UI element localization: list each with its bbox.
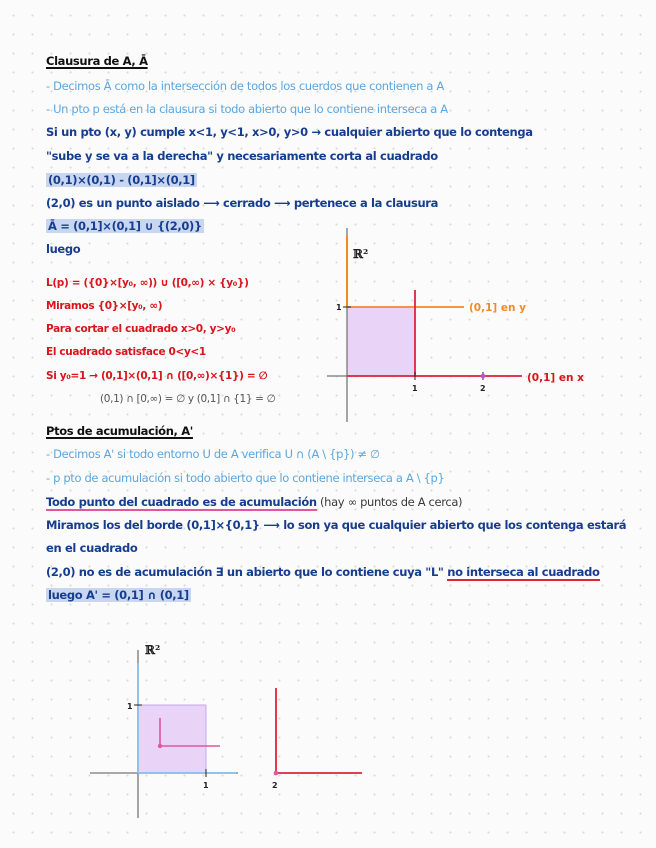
highlighted-expression: (0,1)×(0,1) - (0,1]×(0,1] [48, 173, 195, 187]
isolated-point-2 [274, 771, 279, 776]
isolated-point [481, 374, 486, 379]
note-line-4: "sube y se va a la derecha" y necesariamente corta al cuadrado [46, 149, 438, 163]
accumulation-square [138, 705, 206, 773]
no-intersection-note: no interseca al cuadrado [447, 565, 600, 579]
acum-definition-1: - Decimos A' si todo entorno U de A verifica U ∩ (A \ {p}) ≠ ∅ [46, 447, 380, 461]
r2-label-2: ℝ² [145, 643, 161, 657]
red-line-1: L(p) = ({0}×[y₀, ∞)) ∪ ([0,∞) × {y₀}) [46, 277, 249, 289]
y-interval-label: (0,1] en y [469, 302, 526, 314]
isolated-point-note: (2,0) no es de acumulación ∃ un abierto que lo contiene cuya "L" [46, 565, 448, 579]
acum-line-5: en el cuadrado [46, 541, 138, 555]
red-line-3: Para cortar el cuadrado x>0, y>y₀ [46, 323, 236, 335]
acum-line-7 [46, 587, 191, 603]
definition-line-2: - Un pto p está en la clausura si todo abierto que lo contiene interseca a A [46, 102, 448, 116]
note-line-6: (2,0) es un punto aislado ⟶ cerrado ⟶ pertenece a la clausura [46, 196, 439, 210]
sample-point [158, 744, 162, 748]
x-tick-label-1: 1 [412, 384, 418, 393]
note-line-3: Si un pto (x, y) cumple x<1, y<1, x>0, y>0 → cualquier abierto que lo contenga [46, 125, 533, 139]
r2-label: ℝ² [353, 247, 369, 261]
closure-result: Ā = (0,1]×(0,1] ∪ {(2,0)} [48, 219, 202, 233]
section-title-clausura: Clausura de A, Ā [46, 54, 148, 68]
closure-square [347, 307, 415, 376]
x-tick-label-2: 2 [480, 384, 486, 393]
x-tick-label-1-b: 1 [203, 781, 209, 790]
note-line-8: luego [46, 242, 81, 256]
note-line-5 [46, 172, 197, 188]
section-title-acumulacion: Ptos de acumulación, A' [46, 424, 193, 438]
definition-line-1: - Decimos Ā como la intersección de todos los cuerdos que contienen a A [46, 79, 444, 93]
acum-line-4: Miramos los del borde (0,1]×{0,1} ⟶ lo son ya que cualquier abierto que los contenga estará [46, 518, 627, 532]
red-line-2: Miramos {0}×[y₀, ∞) [46, 300, 163, 312]
infinite-points-note: (hay ∞ puntos de A cerca) [316, 495, 463, 509]
acum-line-6 [46, 564, 600, 580]
acum-definition-2: - p pto de acumulación si todo abierto que lo contiene interseca a A \ {p} [46, 471, 445, 485]
note-line-7 [46, 218, 204, 234]
gray-line-1: (0,1) ∩ [0,∞) = ∅ y (0,1] ∩ {1} = ∅ [100, 393, 276, 405]
acum-line-3 [46, 494, 462, 510]
x-interval-label: (0,1] en x [527, 372, 584, 384]
all-points-accumulation: Todo punto del cuadrado es de acumulación [46, 495, 317, 509]
x-tick-label-2-b: 2 [272, 781, 278, 790]
accumulation-result: luego A' = (0,1] ∩ (0,1] [48, 588, 189, 602]
red-line-4: El cuadrado satisface 0<y<1 [46, 346, 206, 358]
y-tick-label-b: 1 [127, 702, 133, 711]
red-line-5: Si y₀=1 → (0,1]×(0,1] ∩ ([0,∞)×{1}) = ∅ [46, 370, 268, 382]
y-tick-label: 1 [336, 303, 342, 312]
